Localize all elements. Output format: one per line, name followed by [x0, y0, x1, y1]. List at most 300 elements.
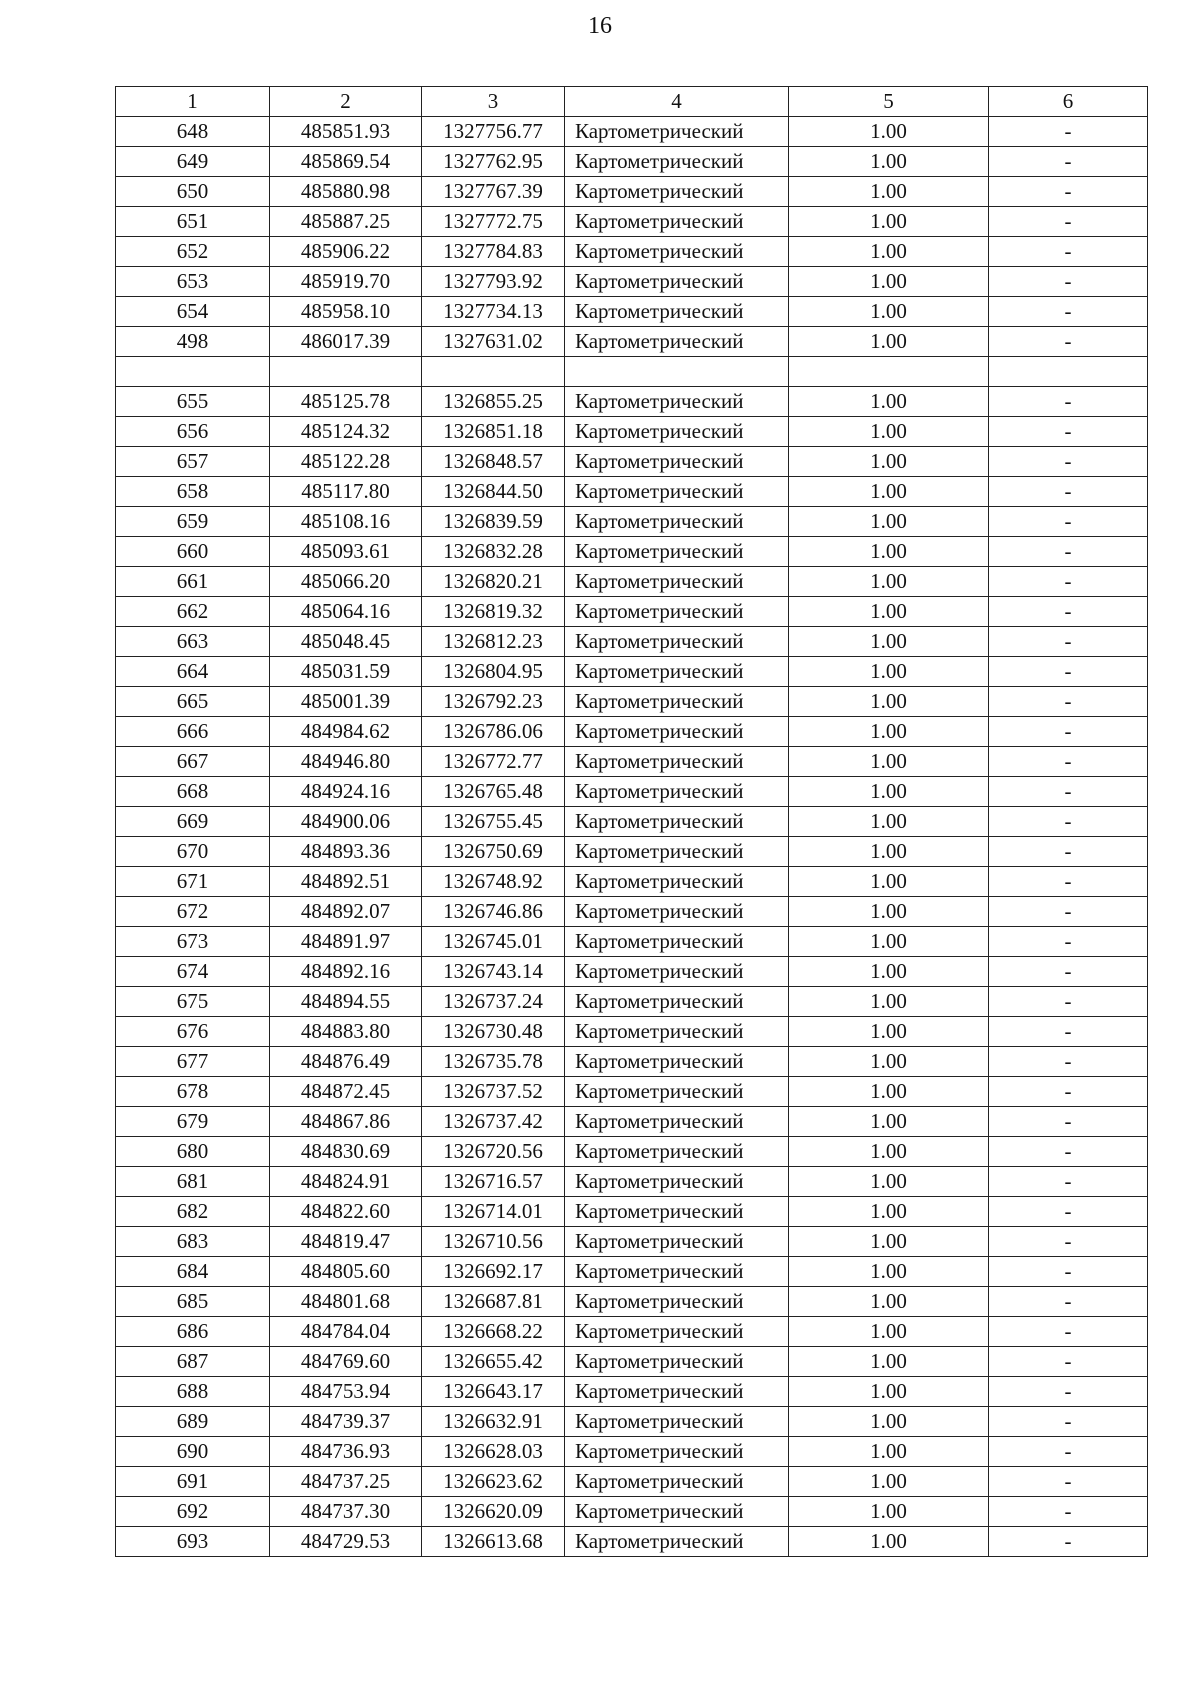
accuracy-cell: 1.00: [789, 1347, 989, 1377]
x-coordinate-cell: 484946.80: [270, 747, 422, 777]
point-number-cell: 670: [116, 837, 270, 867]
point-number-cell: 650: [116, 177, 270, 207]
x-coordinate-cell: 485869.54: [270, 147, 422, 177]
table-row: [116, 267, 1148, 297]
method-cell: Картометрический: [565, 207, 789, 237]
description-cell: -: [989, 147, 1148, 177]
x-coordinate-cell: 485906.22: [270, 237, 422, 267]
point-number-cell: 688: [116, 1377, 270, 1407]
accuracy-cell: 1.00: [789, 597, 989, 627]
table-row: [116, 117, 1148, 147]
x-coordinate-cell: 485064.16: [270, 597, 422, 627]
x-coordinate-cell: 485887.25: [270, 207, 422, 237]
accuracy-cell: 1.00: [789, 627, 989, 657]
point-number-cell: 678: [116, 1077, 270, 1107]
y-coordinate-cell: 1326839.59: [422, 507, 565, 537]
accuracy-cell: 1.00: [789, 1077, 989, 1107]
table-row: [116, 1017, 1148, 1047]
description-cell: -: [989, 267, 1148, 297]
description-cell: -: [989, 1317, 1148, 1347]
point-number-cell: 686: [116, 1317, 270, 1347]
x-coordinate-cell: 484737.25: [270, 1467, 422, 1497]
accuracy-cell: 1.00: [789, 897, 989, 927]
x-coordinate-cell: 485117.80: [270, 477, 422, 507]
method-cell: Картометрический: [565, 687, 789, 717]
x-coordinate-cell: 484769.60: [270, 1347, 422, 1377]
page-number: 16: [588, 13, 612, 39]
accuracy-cell: 1.00: [789, 1197, 989, 1227]
table-row: [116, 1167, 1148, 1197]
x-coordinate-cell: 485124.32: [270, 417, 422, 447]
description-cell: -: [989, 1467, 1148, 1497]
table-row: [116, 387, 1148, 417]
description-cell: -: [989, 177, 1148, 207]
table-row: [116, 1197, 1148, 1227]
table-gap-section: [116, 357, 1148, 387]
y-coordinate-cell: 1326786.06: [422, 717, 565, 747]
accuracy-cell: 1.00: [789, 717, 989, 747]
point-number-cell: 683: [116, 1227, 270, 1257]
table-row: [116, 657, 1148, 687]
x-coordinate-cell: 485122.28: [270, 447, 422, 477]
method-cell: Картометрический: [565, 1287, 789, 1317]
header-cell-4: 4: [565, 87, 789, 117]
table-row: [116, 1047, 1148, 1077]
description-cell: -: [989, 1017, 1148, 1047]
y-coordinate-cell: 1326628.03: [422, 1437, 565, 1467]
accuracy-cell: 1.00: [789, 1137, 989, 1167]
description-cell: -: [989, 687, 1148, 717]
description-cell: -: [989, 1347, 1148, 1377]
x-coordinate-cell: 484805.60: [270, 1257, 422, 1287]
point-number-cell: 680: [116, 1137, 270, 1167]
accuracy-cell: 1.00: [789, 297, 989, 327]
y-coordinate-cell: 1326716.57: [422, 1167, 565, 1197]
description-cell: -: [989, 867, 1148, 897]
description-cell: -: [989, 1197, 1148, 1227]
y-coordinate-cell: 1326720.56: [422, 1137, 565, 1167]
description-cell: -: [989, 927, 1148, 957]
point-number-cell: 675: [116, 987, 270, 1017]
accuracy-cell: 1.00: [789, 447, 989, 477]
y-coordinate-cell: 1326844.50: [422, 477, 565, 507]
accuracy-cell: 1.00: [789, 657, 989, 687]
table-row: [116, 627, 1148, 657]
table-row: [116, 1317, 1148, 1347]
y-coordinate-cell: 1326743.14: [422, 957, 565, 987]
point-number-cell: 655: [116, 387, 270, 417]
accuracy-cell: 1.00: [789, 987, 989, 1017]
y-coordinate-cell: 1327772.75: [422, 207, 565, 237]
description-cell: -: [989, 597, 1148, 627]
header-cell-3: 3: [422, 87, 565, 117]
y-coordinate-cell: 1326714.01: [422, 1197, 565, 1227]
table-row: [116, 1257, 1148, 1287]
point-number-cell: 693: [116, 1527, 270, 1557]
description-cell: -: [989, 1527, 1148, 1557]
description-cell: -: [989, 837, 1148, 867]
description-cell: -: [989, 1377, 1148, 1407]
method-cell: Картометрический: [565, 147, 789, 177]
x-coordinate-cell: 484984.62: [270, 717, 422, 747]
x-coordinate-cell: 485880.98: [270, 177, 422, 207]
accuracy-cell: 1.00: [789, 1407, 989, 1437]
description-cell: -: [989, 987, 1148, 1017]
description-cell: -: [989, 207, 1148, 237]
description-cell: -: [989, 957, 1148, 987]
point-number-cell: 654: [116, 297, 270, 327]
y-coordinate-cell: 1326804.95: [422, 657, 565, 687]
x-coordinate-cell: 484891.97: [270, 927, 422, 957]
accuracy-cell: 1.00: [789, 777, 989, 807]
x-coordinate-cell: 485919.70: [270, 267, 422, 297]
point-number-cell: 660: [116, 537, 270, 567]
method-cell: Картометрический: [565, 1347, 789, 1377]
x-coordinate-cell: 484830.69: [270, 1137, 422, 1167]
accuracy-cell: 1.00: [789, 387, 989, 417]
point-number-cell: 659: [116, 507, 270, 537]
x-coordinate-cell: 484737.30: [270, 1497, 422, 1527]
accuracy-cell: 1.00: [789, 117, 989, 147]
x-coordinate-cell: 485048.45: [270, 627, 422, 657]
description-cell: -: [989, 117, 1148, 147]
accuracy-cell: 1.00: [789, 237, 989, 267]
y-coordinate-cell: 1326730.48: [422, 1017, 565, 1047]
method-cell: Картометрический: [565, 1107, 789, 1137]
point-number-cell: 679: [116, 1107, 270, 1137]
method-cell: Картометрический: [565, 1527, 789, 1557]
method-cell: Картометрический: [565, 1317, 789, 1347]
point-number-cell: 685: [116, 1287, 270, 1317]
y-coordinate-cell: 1326745.01: [422, 927, 565, 957]
table-header: [116, 87, 1148, 117]
point-number-cell: 656: [116, 417, 270, 447]
point-number-cell: 648: [116, 117, 270, 147]
y-coordinate-cell: 1326748.92: [422, 867, 565, 897]
description-cell: -: [989, 717, 1148, 747]
y-coordinate-cell: 1326668.22: [422, 1317, 565, 1347]
x-coordinate-cell: 484900.06: [270, 807, 422, 837]
x-coordinate-cell: 484894.55: [270, 987, 422, 1017]
y-coordinate-cell: 1326855.25: [422, 387, 565, 417]
method-cell: Картометрический: [565, 117, 789, 147]
description-cell: -: [989, 1497, 1148, 1527]
method-cell: Картометрический: [565, 987, 789, 1017]
y-coordinate-cell: 1326832.28: [422, 537, 565, 567]
x-coordinate-cell: 484876.49: [270, 1047, 422, 1077]
coordinates-table: [115, 86, 1148, 1557]
point-number-cell: 692: [116, 1497, 270, 1527]
y-coordinate-cell: 1326812.23: [422, 627, 565, 657]
y-coordinate-cell: 1326623.62: [422, 1467, 565, 1497]
description-cell: -: [989, 1407, 1148, 1437]
description-cell: -: [989, 507, 1148, 537]
point-number-cell: 667: [116, 747, 270, 777]
method-cell: Картометрический: [565, 1377, 789, 1407]
description-cell: -: [989, 1167, 1148, 1197]
description-cell: -: [989, 1287, 1148, 1317]
y-coordinate-cell: 1326765.48: [422, 777, 565, 807]
accuracy-cell: 1.00: [789, 1107, 989, 1137]
x-coordinate-cell: 485093.61: [270, 537, 422, 567]
accuracy-cell: 1.00: [789, 1317, 989, 1347]
table-body-section-b: [116, 387, 1148, 1557]
y-coordinate-cell: 1326820.21: [422, 567, 565, 597]
table-row: [116, 147, 1148, 177]
y-coordinate-cell: 1326772.77: [422, 747, 565, 777]
y-coordinate-cell: 1326851.18: [422, 417, 565, 447]
method-cell: Картометрический: [565, 747, 789, 777]
blank-cell: [116, 357, 270, 387]
accuracy-cell: 1.00: [789, 1227, 989, 1257]
table-row: [116, 687, 1148, 717]
method-cell: Картометрический: [565, 507, 789, 537]
point-number-cell: 663: [116, 627, 270, 657]
table-row: [116, 417, 1148, 447]
table-row: [116, 1077, 1148, 1107]
description-cell: -: [989, 1227, 1148, 1257]
table-row: [116, 1227, 1148, 1257]
point-number-cell: 664: [116, 657, 270, 687]
y-coordinate-cell: 1326750.69: [422, 837, 565, 867]
method-cell: Картометрический: [565, 267, 789, 297]
x-coordinate-cell: 484739.37: [270, 1407, 422, 1437]
description-cell: -: [989, 1077, 1148, 1107]
blank-separator-row: [116, 357, 1148, 387]
method-cell: Картометрический: [565, 657, 789, 687]
point-number-cell: 666: [116, 717, 270, 747]
method-cell: Картометрический: [565, 387, 789, 417]
point-number-cell: 676: [116, 1017, 270, 1047]
point-number-cell: 661: [116, 567, 270, 597]
accuracy-cell: 1.00: [789, 1377, 989, 1407]
description-cell: -: [989, 297, 1148, 327]
method-cell: Картометрический: [565, 1257, 789, 1287]
header-row: [116, 87, 1148, 117]
accuracy-cell: 1.00: [789, 927, 989, 957]
x-coordinate-cell: 484819.47: [270, 1227, 422, 1257]
method-cell: Картометрический: [565, 957, 789, 987]
blank-cell: [565, 357, 789, 387]
point-number-cell: 681: [116, 1167, 270, 1197]
blank-cell: [989, 357, 1148, 387]
table-row: [116, 1347, 1148, 1377]
accuracy-cell: 1.00: [789, 417, 989, 447]
method-cell: Картометрический: [565, 597, 789, 627]
point-number-cell: 690: [116, 1437, 270, 1467]
table-row: [116, 597, 1148, 627]
x-coordinate-cell: 485958.10: [270, 297, 422, 327]
y-coordinate-cell: 1327734.13: [422, 297, 565, 327]
y-coordinate-cell: 1327631.02: [422, 327, 565, 357]
table-row: [116, 987, 1148, 1017]
table-row: [116, 717, 1148, 747]
accuracy-cell: 1.00: [789, 1467, 989, 1497]
method-cell: Картометрический: [565, 807, 789, 837]
accuracy-cell: 1.00: [789, 147, 989, 177]
method-cell: Картометрический: [565, 1077, 789, 1107]
method-cell: Картометрический: [565, 1407, 789, 1437]
y-coordinate-cell: 1327793.92: [422, 267, 565, 297]
x-coordinate-cell: 485001.39: [270, 687, 422, 717]
y-coordinate-cell: 1326692.17: [422, 1257, 565, 1287]
blank-cell: [789, 357, 989, 387]
point-number-cell: 677: [116, 1047, 270, 1077]
method-cell: Картометрический: [565, 1167, 789, 1197]
description-cell: -: [989, 1257, 1148, 1287]
table-body-section-a: [116, 117, 1148, 357]
method-cell: Картометрический: [565, 1017, 789, 1047]
table-row: [116, 777, 1148, 807]
x-coordinate-cell: 484784.04: [270, 1317, 422, 1347]
x-coordinate-cell: 484867.86: [270, 1107, 422, 1137]
accuracy-cell: 1.00: [789, 957, 989, 987]
description-cell: -: [989, 807, 1148, 837]
accuracy-cell: 1.00: [789, 267, 989, 297]
accuracy-cell: 1.00: [789, 1017, 989, 1047]
table-row: [116, 1527, 1148, 1557]
y-coordinate-cell: 1326710.56: [422, 1227, 565, 1257]
description-cell: -: [989, 1107, 1148, 1137]
description-cell: -: [989, 897, 1148, 927]
x-coordinate-cell: 484892.16: [270, 957, 422, 987]
description-cell: -: [989, 477, 1148, 507]
method-cell: Картометрический: [565, 1197, 789, 1227]
point-number-cell: 498: [116, 327, 270, 357]
y-coordinate-cell: 1327756.77: [422, 117, 565, 147]
point-number-cell: 662: [116, 597, 270, 627]
point-number-cell: 658: [116, 477, 270, 507]
point-number-cell: 689: [116, 1407, 270, 1437]
description-cell: -: [989, 537, 1148, 567]
x-coordinate-cell: 484753.94: [270, 1377, 422, 1407]
accuracy-cell: 1.00: [789, 177, 989, 207]
y-coordinate-cell: 1326643.17: [422, 1377, 565, 1407]
y-coordinate-cell: 1326792.23: [422, 687, 565, 717]
y-coordinate-cell: 1326735.78: [422, 1047, 565, 1077]
table-row: [116, 1287, 1148, 1317]
description-cell: -: [989, 657, 1148, 687]
x-coordinate-cell: 484892.07: [270, 897, 422, 927]
header-cell-6: 6: [989, 87, 1148, 117]
table-row: [116, 897, 1148, 927]
point-number-cell: 672: [116, 897, 270, 927]
point-number-cell: 684: [116, 1257, 270, 1287]
x-coordinate-cell: 485125.78: [270, 387, 422, 417]
description-cell: -: [989, 237, 1148, 267]
table-row: [116, 1437, 1148, 1467]
x-coordinate-cell: 484883.80: [270, 1017, 422, 1047]
method-cell: Картометрический: [565, 1467, 789, 1497]
accuracy-cell: 1.00: [789, 1527, 989, 1557]
accuracy-cell: 1.00: [789, 537, 989, 567]
table-row: [116, 747, 1148, 777]
accuracy-cell: 1.00: [789, 1497, 989, 1527]
x-coordinate-cell: 484736.93: [270, 1437, 422, 1467]
description-cell: -: [989, 387, 1148, 417]
point-number-cell: 657: [116, 447, 270, 477]
x-coordinate-cell: 484824.91: [270, 1167, 422, 1197]
table-row: [116, 1407, 1148, 1437]
method-cell: Картометрический: [565, 1227, 789, 1257]
table-row: [116, 297, 1148, 327]
method-cell: Картометрический: [565, 837, 789, 867]
method-cell: Картометрический: [565, 537, 789, 567]
x-coordinate-cell: 485108.16: [270, 507, 422, 537]
point-number-cell: 669: [116, 807, 270, 837]
accuracy-cell: 1.00: [789, 567, 989, 597]
y-coordinate-cell: 1326687.81: [422, 1287, 565, 1317]
table-row: [116, 1107, 1148, 1137]
header-cell-1: 1: [116, 87, 270, 117]
x-coordinate-cell: 485066.20: [270, 567, 422, 597]
y-coordinate-cell: 1327767.39: [422, 177, 565, 207]
table-row: [116, 537, 1148, 567]
accuracy-cell: 1.00: [789, 1287, 989, 1317]
table-row: [116, 1497, 1148, 1527]
description-cell: -: [989, 447, 1148, 477]
point-number-cell: 651: [116, 207, 270, 237]
point-number-cell: 674: [116, 957, 270, 987]
method-cell: Картометрический: [565, 717, 789, 747]
y-coordinate-cell: 1327784.83: [422, 237, 565, 267]
description-cell: -: [989, 777, 1148, 807]
table-row: [116, 927, 1148, 957]
accuracy-cell: 1.00: [789, 1167, 989, 1197]
point-number-cell: 682: [116, 1197, 270, 1227]
table-row: [116, 957, 1148, 987]
method-cell: Картометрический: [565, 777, 789, 807]
accuracy-cell: 1.00: [789, 1437, 989, 1467]
y-coordinate-cell: 1326613.68: [422, 1527, 565, 1557]
y-coordinate-cell: 1326632.91: [422, 1407, 565, 1437]
method-cell: Картометрический: [565, 327, 789, 357]
y-coordinate-cell: 1326655.42: [422, 1347, 565, 1377]
point-number-cell: 673: [116, 927, 270, 957]
table-row: [116, 567, 1148, 597]
x-coordinate-cell: 484924.16: [270, 777, 422, 807]
header-cell-5: 5: [789, 87, 989, 117]
accuracy-cell: 1.00: [789, 477, 989, 507]
x-coordinate-cell: 486017.39: [270, 327, 422, 357]
description-cell: -: [989, 1047, 1148, 1077]
x-coordinate-cell: 484872.45: [270, 1077, 422, 1107]
accuracy-cell: 1.00: [789, 837, 989, 867]
y-coordinate-cell: 1326746.86: [422, 897, 565, 927]
method-cell: Картометрический: [565, 297, 789, 327]
method-cell: Картометрический: [565, 1137, 789, 1167]
y-coordinate-cell: 1326737.24: [422, 987, 565, 1017]
method-cell: Картометрический: [565, 867, 789, 897]
description-cell: -: [989, 1137, 1148, 1167]
y-coordinate-cell: 1326755.45: [422, 807, 565, 837]
point-number-cell: 665: [116, 687, 270, 717]
method-cell: Картометрический: [565, 477, 789, 507]
method-cell: Картометрический: [565, 897, 789, 927]
table-row: [116, 447, 1148, 477]
accuracy-cell: 1.00: [789, 327, 989, 357]
method-cell: Картометрический: [565, 177, 789, 207]
description-cell: -: [989, 567, 1148, 597]
point-number-cell: 691: [116, 1467, 270, 1497]
accuracy-cell: 1.00: [789, 1257, 989, 1287]
point-number-cell: 649: [116, 147, 270, 177]
point-number-cell: 668: [116, 777, 270, 807]
table-row: [116, 177, 1148, 207]
method-cell: Картометрический: [565, 1047, 789, 1077]
table-row: [116, 327, 1148, 357]
table-row: [116, 1137, 1148, 1167]
